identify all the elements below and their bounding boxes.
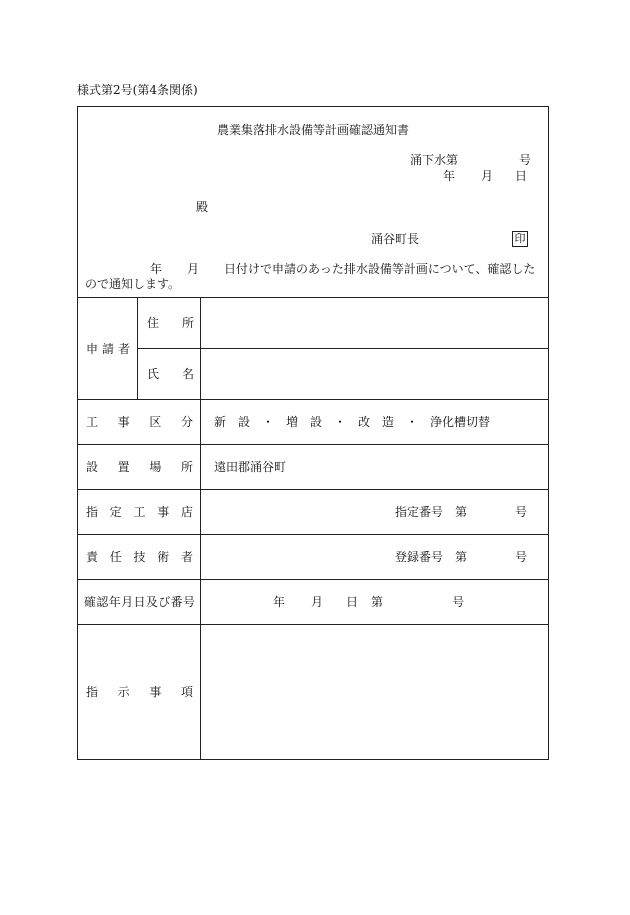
contractor-number-label: 指定番号: [394, 505, 443, 519]
engineer-number-suffix: 号: [514, 550, 527, 564]
instructions-label: 指示事項: [86, 685, 193, 699]
engineer-label-cell: [78, 535, 201, 580]
body-date-month: 月: [187, 262, 200, 276]
document-title: 農業集落排水設備等計画確認通知書: [216, 123, 409, 137]
applicant-label-cell: [78, 298, 138, 400]
location-value: 遠田郡涌谷町: [201, 445, 549, 490]
address-label: 住所: [147, 316, 194, 330]
name-label-cell: [138, 349, 201, 400]
applicant-name-field: [201, 349, 549, 400]
document-number-prefix: 涌下水第: [410, 153, 459, 167]
engineer-number-prefix: 第: [454, 550, 467, 564]
body-text-line1: 日付けで申請のあった排水設備等計画について、確認した: [224, 262, 536, 276]
body-text-line2: ので通知します。: [85, 277, 181, 291]
issue-date-day: 日: [515, 169, 528, 183]
form-number: 様式第2号(第4条関係): [77, 83, 198, 97]
notice-header-section: [77, 106, 549, 297]
issue-date-month: 月: [481, 169, 494, 183]
contractor-label-cell: [78, 490, 201, 535]
engineer-number-cell: [201, 535, 549, 580]
table-row-work-type: [78, 400, 549, 445]
table-row-applicant-name: [78, 349, 549, 400]
issue-date-year: 年: [443, 169, 456, 183]
confirmation-label-cell: [78, 580, 201, 625]
confirmation-day: 日: [346, 595, 359, 609]
location-label-cell: [78, 445, 201, 490]
name-label: 氏名: [147, 367, 194, 381]
work-type-options: 新 設 ・ 増 設 ・ 改 造 ・ 浄化槽切替: [201, 400, 549, 445]
table-row-confirmation: [78, 580, 549, 625]
addressee-honorific: 殿: [196, 200, 209, 214]
table-row-contractor: [78, 490, 549, 535]
instructions-field: [201, 625, 549, 760]
contractor-number-cell: [201, 490, 549, 535]
confirmation-number-prefix: 第: [371, 595, 384, 609]
confirmation-number-suffix: 号: [452, 595, 465, 609]
table-row-location: [78, 445, 549, 490]
confirmation-month: 月: [311, 595, 324, 609]
work-type-label-cell: [78, 400, 201, 445]
table-row-applicant-address: [78, 298, 549, 349]
body-date-year: 年: [150, 262, 163, 276]
applicant-label: 申請者: [86, 341, 130, 356]
contractor-label: 指定工事店: [86, 505, 193, 519]
engineer-number-label: 登録番号: [394, 550, 443, 564]
applicant-address-field: [201, 298, 549, 349]
instructions-label-cell: [78, 625, 201, 760]
address-label-cell: [138, 298, 201, 349]
work-type-label: 工事区分: [86, 415, 193, 429]
contractor-number-prefix: 第: [454, 505, 467, 519]
confirmation-label: 確認年月日及び番号: [84, 595, 195, 609]
issuer-title: 涌谷町長: [371, 232, 420, 246]
confirmation-year: 年: [273, 595, 286, 609]
contractor-number-suffix: 号: [514, 505, 527, 519]
notice-details-table: [77, 297, 549, 760]
seal-mark: 印: [512, 231, 528, 247]
confirmation-date-number-cell: [201, 580, 549, 625]
table-row-instructions: [78, 625, 549, 760]
document-number-suffix: 号: [519, 153, 532, 167]
table-row-engineer: [78, 535, 549, 580]
engineer-label: 責任技術者: [86, 550, 193, 564]
location-label: 設置場所: [86, 460, 193, 474]
